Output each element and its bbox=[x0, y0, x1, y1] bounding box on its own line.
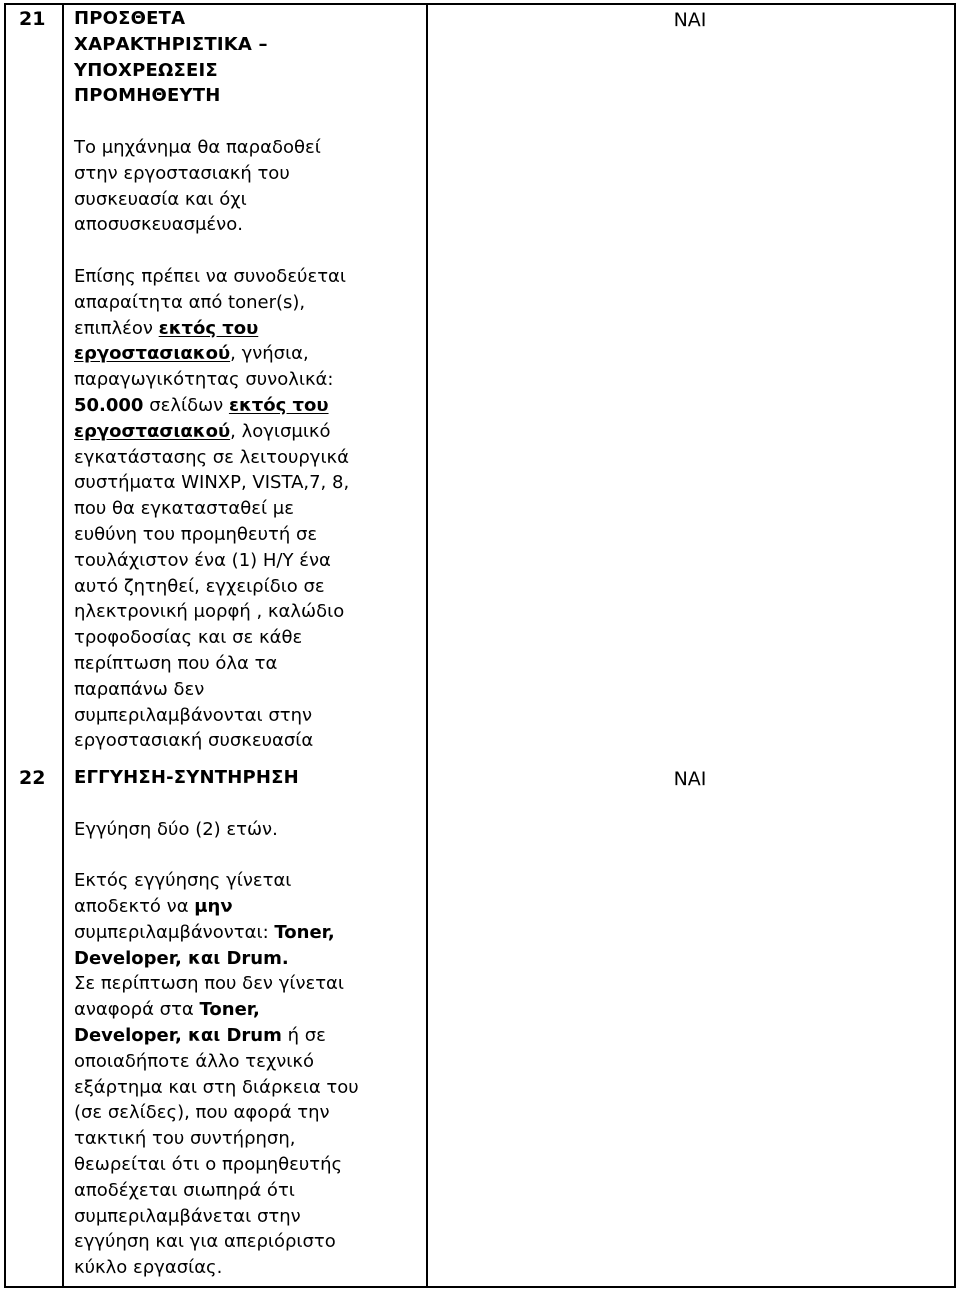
requirement-cell bbox=[74, 6, 424, 754]
row-number: 21 bbox=[19, 8, 46, 30]
accessories-paragraph: Επίσης πρέπει να συνοδεύεται απαραίτητα από toner(s), επιπλέον εκτός του εργοστασιακού, γνήσια, παραγωγικότητας συνολικά: 50.000 σελίδων εκτός του εργοστασιακού, λογισμικό εγκατάστασης σε λειτουργικά συστήματα WINXP, VISTA,7, 8, που θα εγκατασταθεί με ευθύνη του προμηθευτή σε τουλάχιστον ένα (1) Η/Υ ένα αυτό ζητηθεί, εγχειρίδιο σε ηλεκτρονική μορφή , καλώδιο τροφοδοσίας και σε κάθε περίπτωση που όλα τα παραπάνω δεν συμπεριλαμβάνονται στην εργοστασιακή συσκευασία bbox=[74, 265, 350, 752]
table-top-border bbox=[4, 3, 956, 5]
warranty-text: Εγγύηση δύο (2) ετών. bbox=[74, 818, 278, 840]
row-number: 22 bbox=[19, 767, 46, 789]
section-title: ΕΓΓΥΗΣΗ-ΣΥΝΤΗΡΗΣΗ bbox=[74, 767, 299, 788]
table-bottom-border bbox=[4, 1286, 956, 1288]
section-title: ΠΡΟΣΘΕΤΑ ΧΑΡΑΚΤΗΡΙΣΤΙΚΑ – ΥΠΟΧΡΕΩΣΕΙΣ ΠΡΟΜΗΘΕΥΤΗ bbox=[74, 8, 268, 107]
column-divider-1 bbox=[62, 3, 64, 1288]
exclusions-paragraph: Εκτός εγγύησης γίνεται αποδεκτό να μην συμπεριλαμβάνονται: Toner, Developer, και Drum. Σε περίπτωση που δεν γίνεται αναφορά στα Toner, Developer, και Drum ή σε οποιαδήποτε άλλο τεχνικό εξάρτημα και στη διάρκεια του (σε σελίδες), που αφορά την τακτική του συντήρηση, θεωρείται ότι ο προμηθευτής αποδέχεται σιωπηρά ότι συμπεριλαμβάνεται στην εγγύηση και για απεριόριστο κύκλο εργασίας. bbox=[74, 870, 359, 1279]
answer-value: ΝΑΙ bbox=[673, 9, 707, 31]
requirement-cell bbox=[74, 765, 424, 1281]
spec-table bbox=[4, 3, 956, 1288]
answer-value: ΝΑΙ bbox=[673, 768, 707, 790]
table-right-border bbox=[954, 3, 956, 1288]
table-left-border bbox=[4, 3, 6, 1288]
packaging-paragraph: Το μηχάνημα θα παραδοθεί στην εργοστασιακή του συσκευασία και όχι αποσυσκευασμένο. bbox=[74, 136, 321, 236]
column-divider-2 bbox=[426, 3, 428, 1288]
